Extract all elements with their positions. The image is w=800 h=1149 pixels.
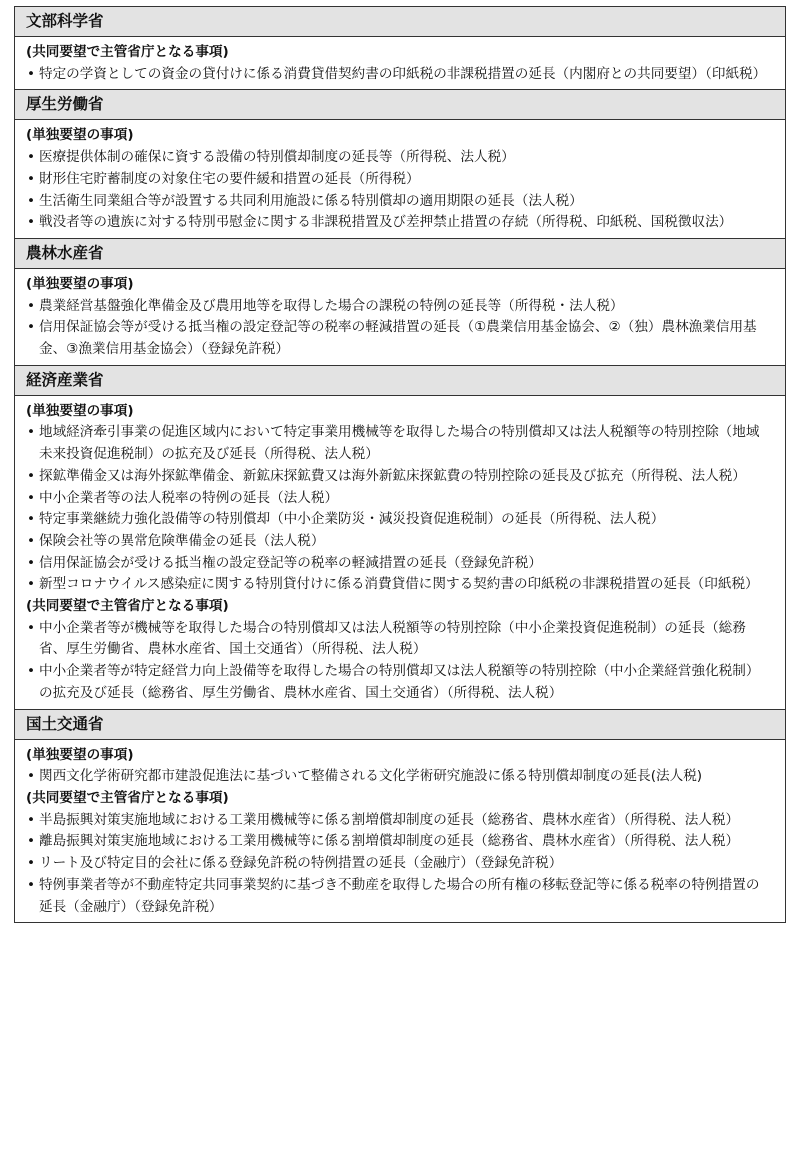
item-list: [26, 422, 773, 596]
group-label: (共同要望で主管省庁となる事項): [26, 598, 229, 615]
section-header: 経済産業省: [15, 366, 785, 396]
section-header: 農林水産省: [15, 239, 785, 269]
list-item: • 農業経営基盤強化準備金及び農用地等を取得した場合の課税の特例の延長等（所得税・法人税）: [26, 296, 773, 318]
item-list: [26, 766, 773, 788]
item-list: [26, 296, 773, 361]
group-label: (共同要望で主管省庁となる事項): [26, 789, 229, 806]
list-item: • 探鉱準備金又は海外探鉱準備金、新鉱床探鉱費又は海外新鉱床探鉱費の特別控除の延長及び拡充（所得税、法人税）: [26, 466, 773, 488]
list-item: • 信用保証協会が受ける抵当権の設定登記等の税率の軽減措置の延長（登録免許税）: [26, 553, 773, 575]
list-item: • 新型コロナウイルス感染症に関する特別貸付けに係る消費貸借に関する契約書の印紙税の非課税措置の延長（印紙税）: [26, 574, 773, 596]
item-list: [26, 618, 773, 705]
list-item: • 中小企業者等が特定経営力向上設備等を取得した場合の特別償却又は法人税額等の特別控除（中小企業経営強化税制）の拡充及び延長（総務省、厚生労働省、農林水産省、国土交通省）（所得税、法人税）: [26, 661, 773, 704]
group-label: (単独要望の事項): [26, 275, 134, 292]
list-item: • 中小企業者等の法人税率の特例の延長（法人税）: [26, 488, 773, 510]
section-mext: [15, 7, 785, 90]
list-item: • 中小企業者等が機械等を取得した場合の特別償却又は法人税額等の特別控除（中小企業投資促進税制）の延長（総務省、厚生労働省、農林水産省、国土交通省）（所得税、法人税）: [26, 618, 773, 661]
group-label: (共同要望で主管省庁となる事項): [26, 44, 229, 60]
item-list: [26, 147, 773, 234]
list-item: • 関西文化学術研究都市建設促進法に基づいて整備される文化学術研究施設に係る特別償却制度の延長(法人税): [26, 766, 773, 788]
list-item: • 信用保証協会等が受ける抵当権の設定登記等の税率の軽減措置の延長（①農業信用基金協会、②（独）農林漁業信用基金、③漁業信用基金協会）（登録免許税）: [26, 317, 773, 360]
item-list: [26, 810, 773, 919]
list-item: • 特定事業継続力強化設備等の特別償却（中小企業防災・減災投資促進税制）の延長（所得税、法人税）: [26, 509, 773, 531]
list-item: • 半島振興対策実施地域における工業用機械等に係る割増償却制度の延長（総務省、農林水産省）（所得税、法人税）: [26, 810, 773, 832]
section-body: [15, 120, 785, 239]
section-body: [15, 740, 785, 923]
section-mlit: [15, 710, 785, 923]
section-mhlw: [15, 90, 785, 239]
section-meti: [15, 366, 785, 710]
section-body: [15, 396, 785, 710]
section-header: 厚生労働省: [15, 90, 785, 120]
group-label: (単独要望の事項): [26, 127, 134, 144]
list-item: • 医療提供体制の確保に資する設備の特別償却制度の延長等（所得税、法人税）: [26, 147, 773, 169]
list-item: • 財形住宅貯蓄制度の対象住宅の要件緩和措置の延長（所得税）: [26, 169, 773, 191]
list-item: • 特例事業者等が不動産特定共同事業契約に基づき不動産を取得した場合の所有権の移転登記等に係る税率の特例措置の延長（金融庁）（登録免許税）: [26, 875, 773, 918]
list-item: • 特定の学資としての資金の貸付けに係る消費貸借契約書の印紙税の非課税措置の延長（内閣府との共同要望）（印紙税）: [26, 64, 773, 86]
section-maff: [15, 239, 785, 366]
list-item: • リート及び特定目的会社に係る登録免許税の特例措置の延長（金融庁）（登録免許税）: [26, 853, 773, 875]
list-item: • 地域経済牽引事業の促進区域内において特定事業用機械等を取得した場合の特別償却又は法人税額等の特別控除（地域未来投資促進税制）の拡充及び延長（所得税、法人税）: [26, 422, 773, 465]
group-label: (単独要望の事項): [26, 402, 134, 419]
list-item: • 保険会社等の異常危険準備金の延長（法人税）: [26, 531, 773, 553]
ministry-tax-request-table: [14, 6, 786, 923]
list-item: • 戦没者等の遺族に対する特別弔慰金に関する非課税措置及び差押禁止措置の存続（所得税、印紙税、国税徴収法）: [26, 212, 773, 234]
item-list: [26, 64, 773, 86]
section-header: 文部科学省: [15, 7, 785, 37]
section-body: [15, 269, 785, 366]
group-label: (単独要望の事項): [26, 746, 134, 763]
list-item: • 生活衛生同業組合等が設置する共同利用施設に係る特別償却の適用期限の延長（法人税）: [26, 191, 773, 213]
section-body: [15, 37, 785, 90]
section-header: 国土交通省: [15, 710, 785, 740]
list-item: • 離島振興対策実施地域における工業用機械等に係る割増償却制度の延長（総務省、農林水産省）（所得税、法人税）: [26, 831, 773, 853]
